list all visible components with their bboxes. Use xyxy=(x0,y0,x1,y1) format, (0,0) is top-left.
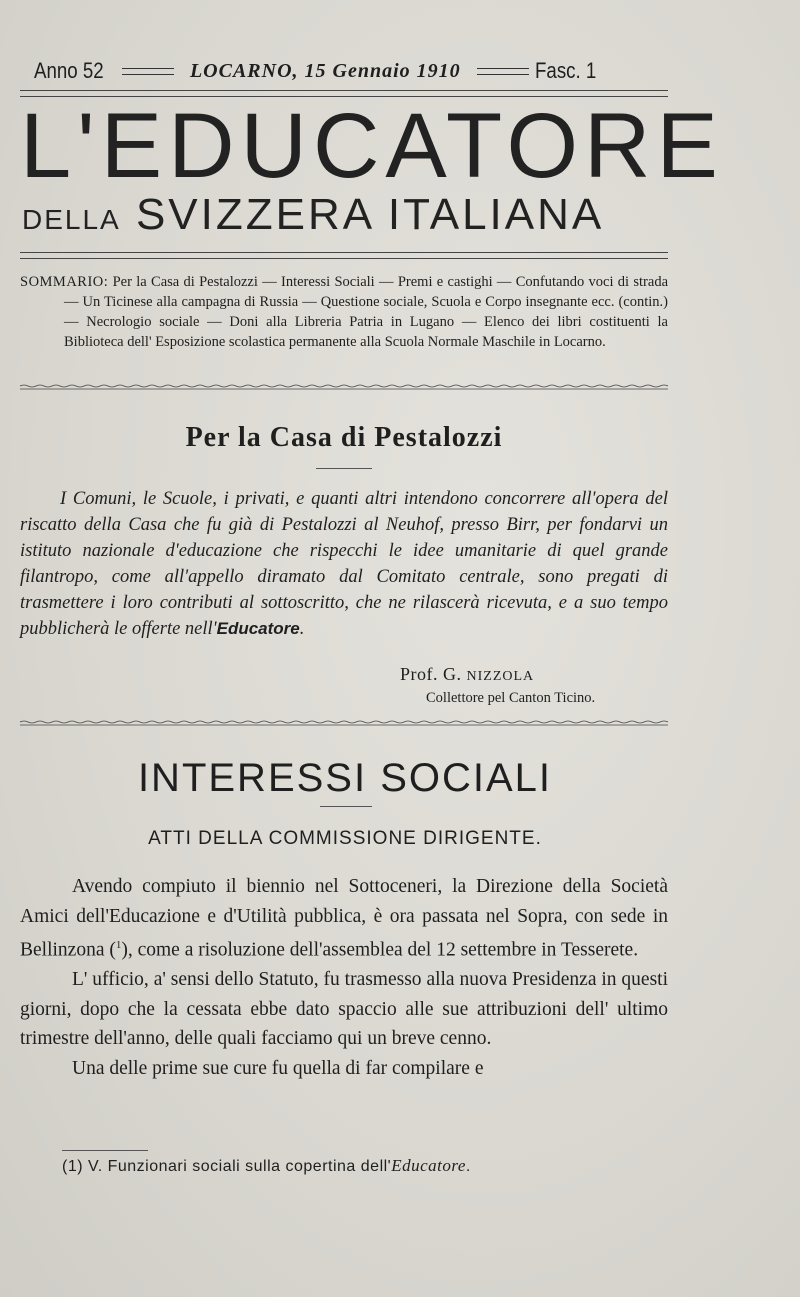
footnote-ref: 1 xyxy=(115,939,122,951)
journal-title: L'EDUCATORE xyxy=(20,95,724,197)
appeal-end: . xyxy=(299,619,305,639)
place-and-date: LOCARNO, 15 Gennaio 1910 xyxy=(189,59,461,82)
section-title-interessi: INTERESSI SOCIALI xyxy=(137,756,553,800)
wavy-divider-1 xyxy=(20,384,668,390)
signature-role: Collettore pel Canton Ticino. xyxy=(426,690,596,706)
signature-name xyxy=(400,664,660,685)
masthead-rule xyxy=(20,252,668,259)
subtitle-main: SVIZZERA ITALIANA xyxy=(135,190,605,239)
header-double-rule-left xyxy=(122,68,174,75)
footnote xyxy=(62,1156,662,1176)
wavy-divider-2 xyxy=(20,720,668,726)
issue-header xyxy=(34,52,664,90)
short-rule-2 xyxy=(320,806,372,807)
pestalozzi-appeal xyxy=(20,486,668,642)
article-body xyxy=(20,872,668,1083)
journal-subtitle xyxy=(22,190,672,245)
volume-number: Anno 52 xyxy=(34,58,104,83)
signature-prefix: Prof. G. xyxy=(400,664,467,684)
footnote-text: (1) V. Funzionari sociali sulla copertina dell' xyxy=(62,1158,392,1175)
footnote-rule xyxy=(62,1150,148,1151)
short-rule-1 xyxy=(316,468,372,469)
issue-number: Fasc. 1 xyxy=(534,58,596,83)
table-of-contents xyxy=(20,272,668,352)
signature-surname: NIZZOLA xyxy=(466,669,535,684)
paragraph-1 xyxy=(20,872,668,965)
appeal-text: I Comuni, le Scuole, i privati, e quanti altri intendono concorrere all'opera del riscatto della Casa che fu già di Pestalozzi al Neuhof, presso Birr, per fondarvi un istituto nazionale d'educazione che rispecchi le idee umanitarie di quel grande filantropo, come all'appello diramato dal Comitato centrale, sono pregati di trasmettere i loro contributi al sottoscritto, che ne rilascerà ricevuta, e a suo tempo pubblicherà le offerte nell' xyxy=(20,489,668,639)
toc-label: SOMMARIO: xyxy=(20,274,109,290)
toc-text: Per la Casa di Pestalozzi — Interessi Sociali — Premi e castighi — Confutando voci di strada — Un Ticinese alla campagna di Russia — Questione sociale, Scuola e Corpo insegnante ecc. (contin.) — Necrologio sociale — Doni alla Libreria Patria in Lugano — Elenco dei libri costituenti la Biblioteca dell' Esposizione scolastica permanente alla Scuola Normale Maschile in Locarno. xyxy=(64,274,669,350)
paragraph-1-text: Avendo compiuto il biennio nel Sottoceneri, la Direzione della Società Amici dell'Educazione e d'Utilità pubblica, è ora passata nel Sopra, con sede in Bellinzona ( xyxy=(20,876,668,961)
paragraph-1-end: ), come a risoluzione dell'assemblea del 12 settembre in Tesserete. xyxy=(121,939,639,961)
section-title-pestalozzi: Per la Casa di Pestalozzi xyxy=(185,422,503,453)
header-double-rule-right xyxy=(477,68,529,75)
footnote-italic: Educatore xyxy=(391,1156,466,1175)
paragraph-2: L' ufficio, a' sensi dello Statuto, fu trasmesso alla nuova Presidenza in questi giorni, dopo che la cessata ebbe dato spaccio alle sue attribuzioni dell' ultimo trimestre dell'anno, delle quali facciamo qui un breve cenno. xyxy=(20,969,668,1049)
paragraph-3: Una delle prime sue cure fu quella di far compilare e xyxy=(72,1057,484,1079)
footnote-end: . xyxy=(465,1158,471,1175)
section-subtitle: ATTI DELLA COMMISSIONE DIRIGENTE. xyxy=(148,828,542,849)
subtitle-prefix: DELLA xyxy=(22,204,121,235)
appeal-journal-name: Educatore xyxy=(216,619,300,638)
